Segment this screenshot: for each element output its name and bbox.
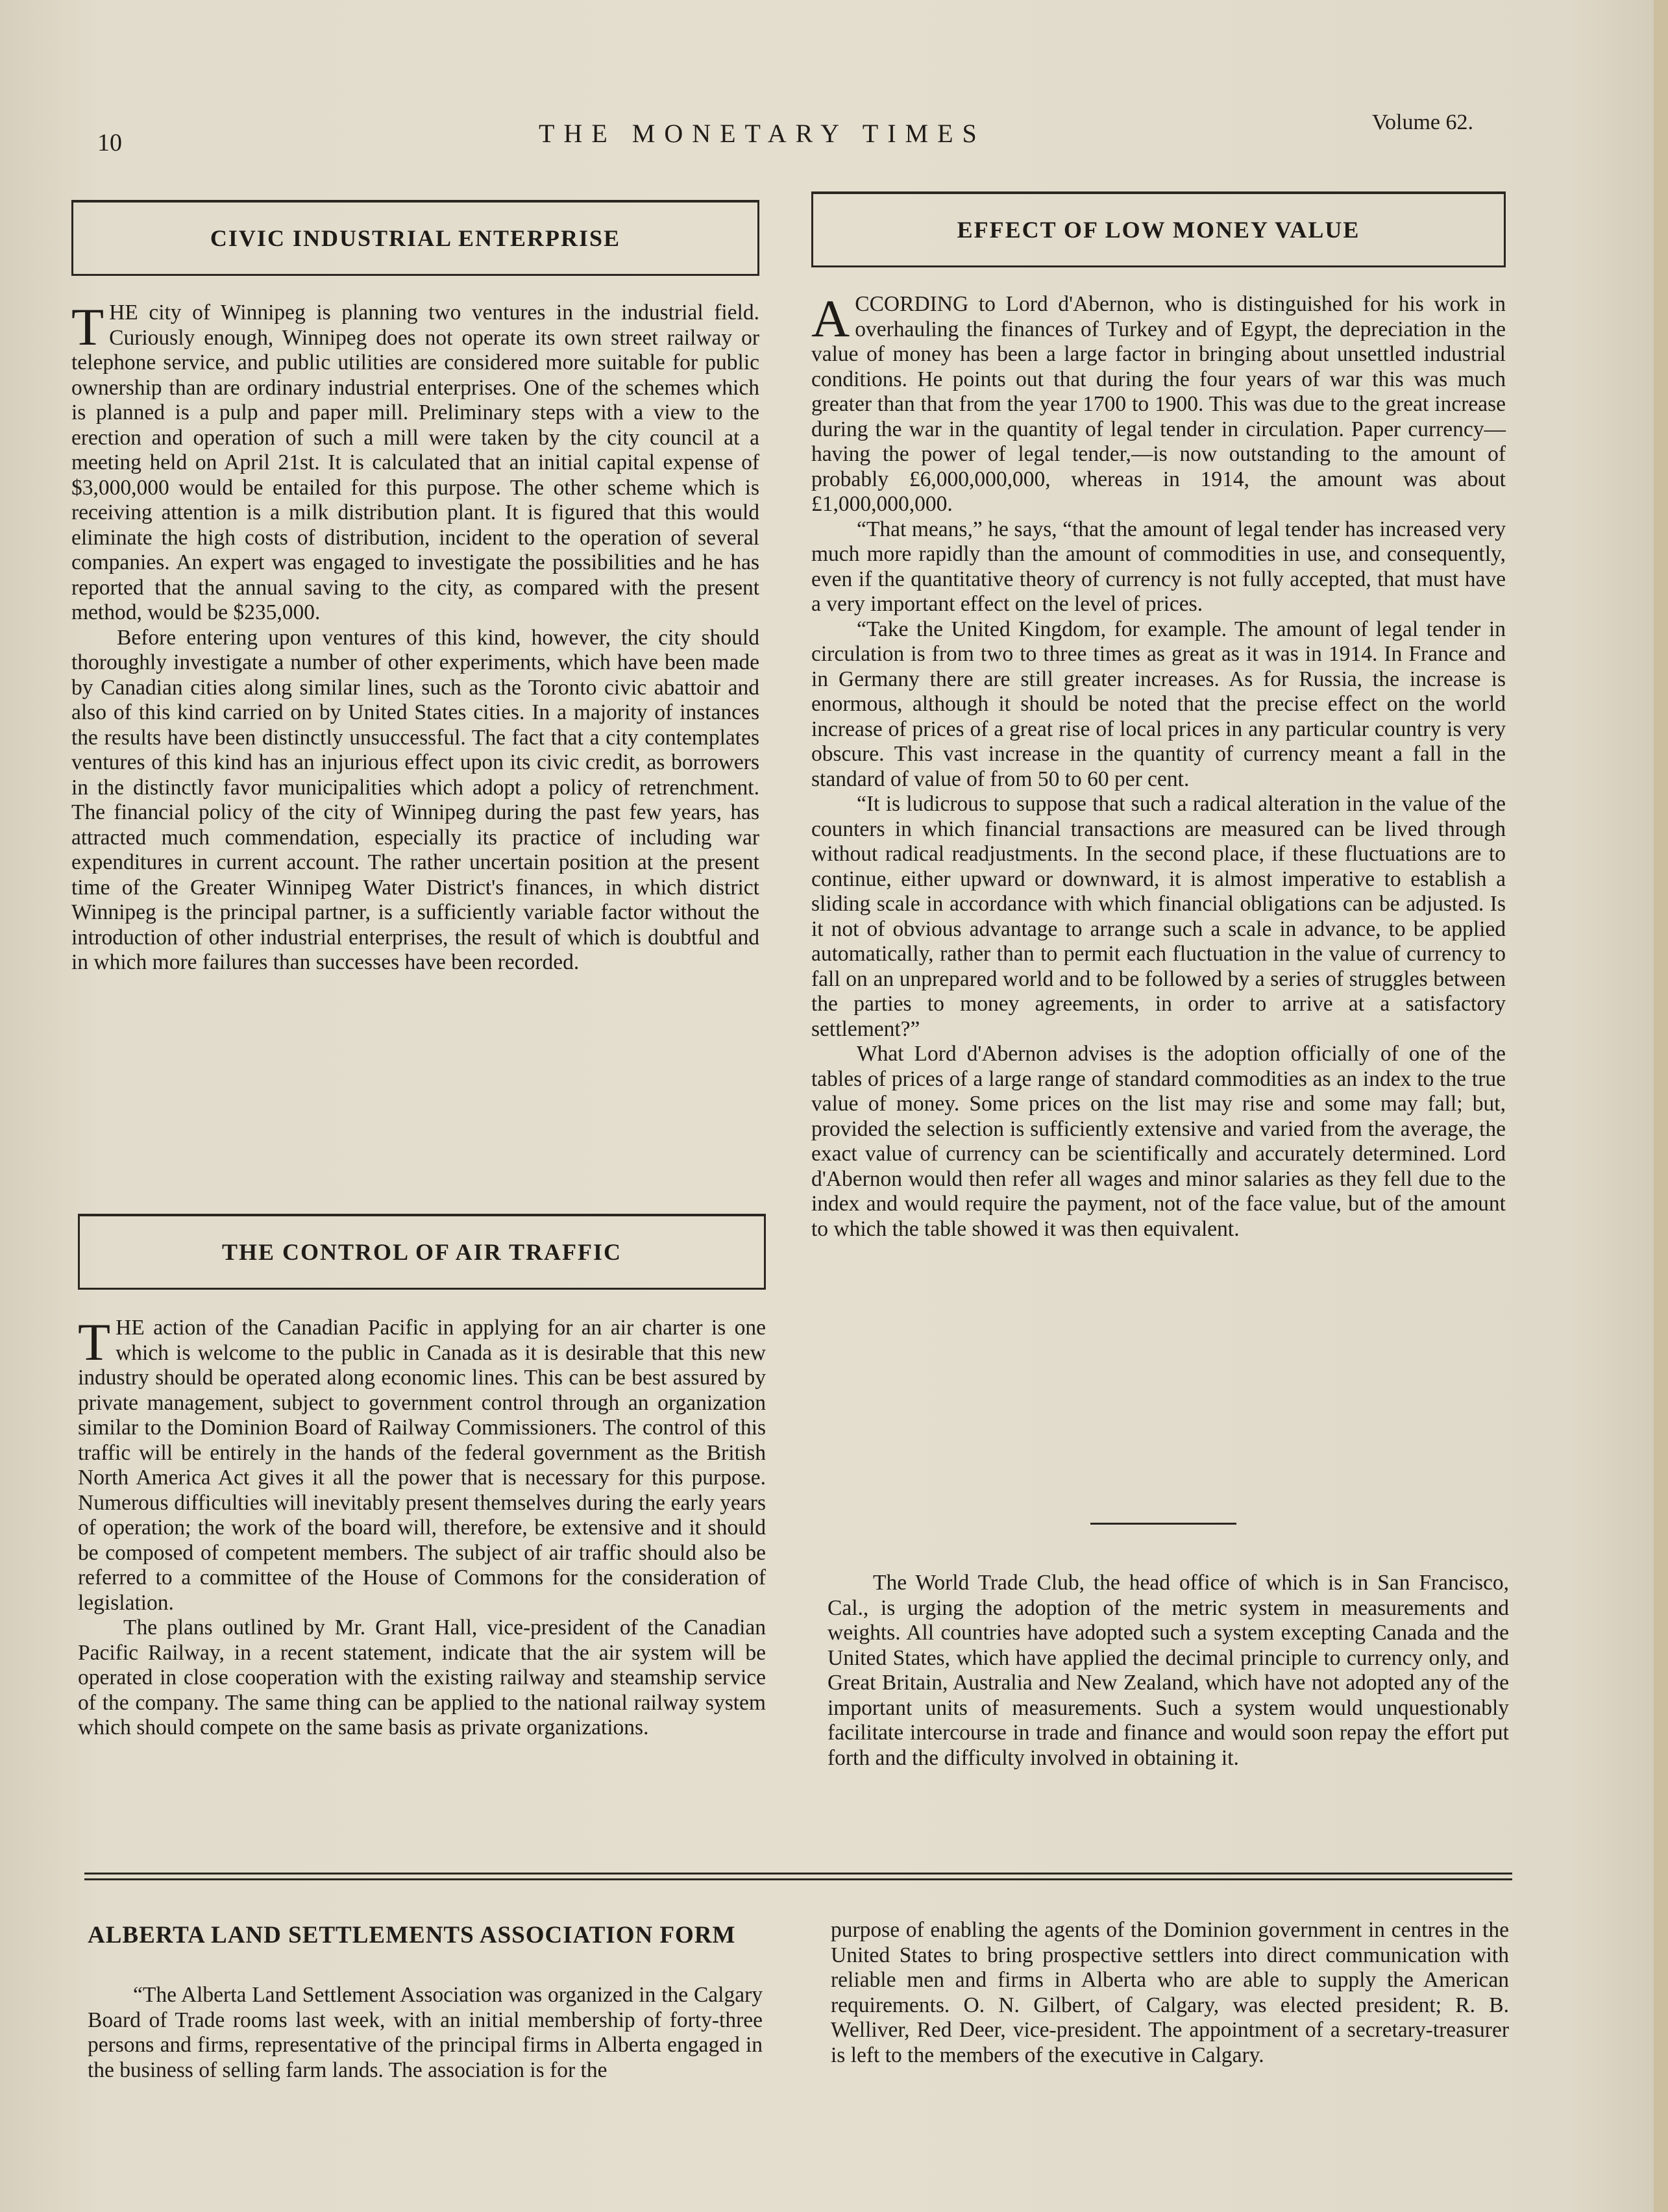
paragraph <box>71 297 759 626</box>
article-civic <box>71 200 759 976</box>
paragraph-text: HE action of the Canadian Pacific in applying for an air charter is one which is welcome to the public in Canada as it is desirable that this new industry should be operated along economic lines. This can be best assured by private management, subject to government control through an organization similar to the Dominion Board of Railway Commissioners. The control of this traffic will be entirely in the hands of the federal government as the British North America Act gives it all the power that is necessary for this purpose. Numerous difficulties will inevitably present themselves during the early years of operation; the work of the board will, therefore, be extensive and it should be composed of competent members. The subject of air traffic should also be referred to a committee of the House of Commons for the consideration of legislation. <box>78 1316 766 1615</box>
article-alberta-continued <box>831 1918 1509 2068</box>
article-money <box>811 191 1506 1242</box>
page-edge <box>1654 0 1668 2212</box>
article-body-trade <box>828 1571 1509 1771</box>
rule-line <box>84 1878 1512 1880</box>
drop-cap: T <box>71 297 104 356</box>
drop-cap: T <box>78 1312 111 1371</box>
article-body-alberta-right <box>831 1918 1509 2068</box>
article-body-air <box>78 1312 766 1741</box>
article-title-civic: CIVIC INDUSTRIAL ENTERPRISE <box>71 200 759 276</box>
paragraph: “Take the United Kingdom, for example. The amount of legal tender in circulation is from two to three times as great as it was in 1914. In France and in Germany there are still greater increases. As for Russia, the increase is enormous, although it should be noted that the precise effect on the world increase of prices of a great rise of local prices in any particular country is very obscure. This vast increase in the quantity of currency meant a fall in the standard of value of from 50 to 60 per cent. <box>811 617 1506 791</box>
paragraph: “The Alberta Land Settlement Association was organized in the Calgary Board of Trade rooms last week, with an initial membership of forty-three persons and firms, representative of the principal firms in Alberta engaged in the business of selling farm lands. The association is for the <box>88 1983 763 2082</box>
article-air <box>78 1214 766 1741</box>
drop-cap: A <box>811 289 850 348</box>
publication-title: THE MONETARY TIMES <box>539 119 986 148</box>
rule-line <box>84 1873 1512 1874</box>
article-title-alberta: ALBERTA LAND SETTLEMENTS ASSOCIATION FORM <box>88 1922 736 1948</box>
article-body-civic <box>71 297 759 976</box>
paragraph-text: CCORDING to Lord d'Abernon, who is distinguished for his work in overhauling the finances of Turkey and of Egypt, the depreciation in the value of money has been a large factor in bringing about unsettled industrial conditions. He points out that during the four years of war this was much greater than that from the year 1700 to 1900. This was due to the great increase during the war in the quantity of legal tender in circulation. Paper currency—having the power of legal tender,—is now outstanding to the amount of probably £6,000,000,000, whereas in 1914, the amount was about £1,000,000,000. <box>811 292 1506 516</box>
article-title-money: EFFECT OF LOW MONEY VALUE <box>811 191 1506 267</box>
paragraph: purpose of enabling the agents of the Dominion government in centres in the United States to bring prospective settlers into direct communication with reliable men and firms in Alberta who are able to supply the American requirements. O. N. Gilbert, of Calgary, was elected president; R. B. Welliver, Red Deer, vice-president. The appointment of a secretary-treasurer is left to the members of the executive in Calgary. <box>831 1918 1509 2067</box>
volume-label: Volume 62. <box>1371 110 1473 134</box>
section-divider <box>1090 1523 1236 1525</box>
article-body-money <box>811 289 1506 1242</box>
paragraph: “That means,” he says, “that the amount of legal tender has increased very much more rapidly than the amount of commodities in use, and consequently, even if the quantitative theory of currency is not fully accepted, that must have a very important effect on the level of prices. <box>811 517 1506 616</box>
paragraph-text: HE city of Winnipeg is planning two ventures in the industrial field. Curiously enough, Winnipeg does not operate its own street railway or telephone service, and public utilities are considered more suitable for public ownership than are ordinary industrial enterprises. One of the schemes which is planned is a pulp and paper mill. Preliminary steps with a view to the erection and operation of such a mill were taken by the city council at a meeting held on April 21st. It is calculated that an initial capital expense of $3,000,000 would be entailed for this purpose. The other scheme which is receiving attention is a milk distribution plant. It is figured that this would eliminate the high costs of distribution, incident to the operation of several companies. An expert was engaged to investigate the possibilities and he has reported that the annual saving to the city, as compared with the present method, would be $235,000. <box>71 301 759 624</box>
page-number: 10 <box>97 129 122 156</box>
paragraph: “It is ludicrous to suppose that such a radical alteration in the value of the counters in which financial transactions are measured can be lived through without radical readjustments. In the second place, if these fluctuations are to continue, either upward or downward, it is almost imperative to establish a sliding scale in accordance with which financial obligations can be adjusted. Is it not of obvious advantage to arrange such a scale in advance, to be applied automatically, rather than to permit each fluctuation in the value of currency to fall on an unprepared world and to be followed by a series of struggles between the parties to money agreements, in order to arrive at a satisfactory settlement?” <box>811 792 1506 1041</box>
paragraph: The World Trade Club, the head office of which is in San Francisco, Cal., is urging the adoption of the metric system in measurements and weights. All countries have adopted such a system excepting Canada and the United States, which have applied the decimal principle to currency only, and Great Britain, Australia and New Zealand, which have not adopted any of the important units of measurements. Such a system would unquestionably facilitate intercourse in trade and finance and would soon repay the effort put forth and the difficulty involved in obtaining it. <box>828 1571 1509 1770</box>
paragraph: The plans outlined by Mr. Grant Hall, vice-president of the Canadian Pacific Railway, in a recent statement, indicate that the air system will be operated in close cooperation with the existing railway and steamship service of the company. The same thing can be applied to the national railway system which should compete on the same basis as private organizations. <box>78 1616 766 1739</box>
paragraph <box>811 289 1506 517</box>
paragraph: Before entering upon ventures of this kind, however, the city should thoroughly investigate a number of other experiments, which have been made by Canadian cities along similar lines, such as the Toronto civic abattoir and also of this kind carried on by United States cities. In a majority of instances the results have been distinctly unsuccessful. The fact that a city contemplates ventures of this kind has an injurious effect upon its civic credit, as borrowers in the distinctly favor municipalities which adopt a policy of retrenchment. The financial policy of the city of Winnipeg during the past few years, has attracted much commendation, especially its practice of including war expenditures in current account. The rather uncertain position at the present time of the Greater Winnipeg Water District's finances, in which district Winnipeg is the principal partner, is a sufficiently variable factor without the introduction of other industrial enterprises, the result of which is doubtful and in which more failures than successes have been recorded. <box>71 625 759 974</box>
article-body-alberta-left <box>88 1983 763 2083</box>
article-title-air: THE CONTROL OF AIR TRAFFIC <box>78 1214 766 1290</box>
paragraph <box>78 1312 766 1616</box>
article-trade <box>828 1571 1509 1771</box>
paragraph: What Lord d'Abernon advises is the adoption officially of one of the tables of prices of a large range of standard commodities as an index to the true value of money. Some prices on the list may rise and some may fall; but, provided the selection is sufficiently extensive and varied from the average, the exact value of currency can be scientifically and accurately determined. Lord d'Abernon would then refer all wages and minor salaries as they fell due to the index and would require the payment, not of the face value, but of the amount to which the table showed it was then equivalent. <box>811 1042 1506 1241</box>
article-alberta <box>88 1921 763 2083</box>
double-rule <box>84 1873 1512 1884</box>
page-header <box>97 110 1473 156</box>
